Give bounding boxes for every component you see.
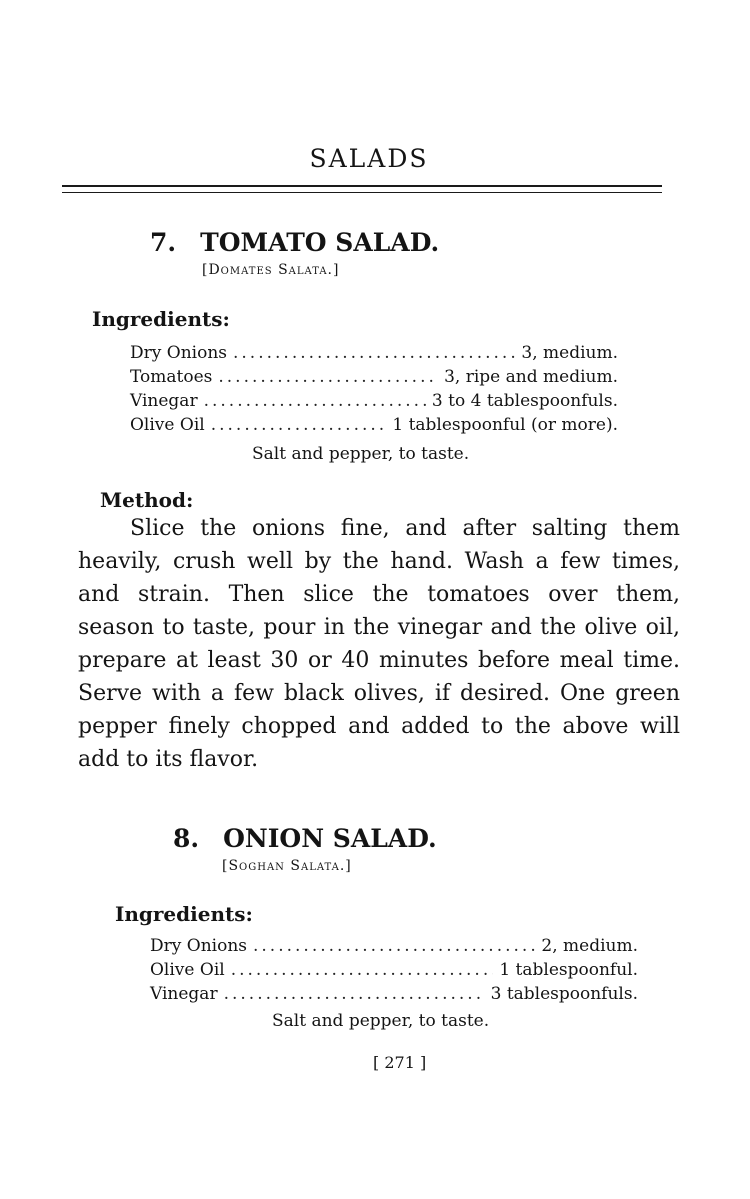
dot-leader bbox=[233, 343, 515, 363]
ingredient-name: Olive Oil bbox=[150, 960, 225, 980]
header-rule-thin bbox=[62, 192, 662, 193]
method-paragraph: Slice the onions fine, and after salting them heavily, crush well by the hand. Wash a few times, and strain. Then slice the tomatoes over them, season to taste, pour in the vinegar and the olive oil, prepare at least 30 or 40 minutes before meal time. Serve with a few black olives, if desired. One green pepper finely chopped and added to the above will add to its flavor. bbox=[78, 516, 680, 772]
recipe-subtitle: [Soghan Salata.] bbox=[222, 858, 352, 874]
ingredient-quantity: 3 tablespoonfuls. bbox=[490, 984, 638, 1004]
ingredient-quantity: 1 tablespoonful (or more). bbox=[392, 415, 618, 435]
recipe-title-onion-salad bbox=[173, 824, 437, 853]
ingredient-quantity: 3 to 4 tablespoonfuls. bbox=[431, 391, 618, 411]
header-rule-thick bbox=[62, 185, 662, 187]
dot-leader bbox=[211, 415, 387, 435]
dot-leader bbox=[224, 984, 485, 1004]
recipe-number: 7. bbox=[150, 228, 177, 257]
recipe-name: TOMATO SALAD. bbox=[200, 228, 440, 257]
ingredients-label: Ingredients: bbox=[92, 307, 230, 331]
ingredients-label: Ingredients: bbox=[115, 902, 253, 926]
ingredient-name: Vinegar bbox=[150, 984, 218, 1004]
method-label: Method: bbox=[100, 488, 194, 512]
seasoning-note: Salt and pepper, to taste. bbox=[272, 1011, 490, 1031]
dot-leader bbox=[204, 391, 426, 411]
ingredient-quantity: 1 tablespoonful. bbox=[499, 960, 638, 980]
ingredient-row bbox=[130, 415, 618, 439]
recipe-number: 8. bbox=[173, 824, 200, 853]
dot-leader bbox=[231, 960, 494, 980]
ingredient-row bbox=[130, 391, 618, 415]
ingredient-name: Vinegar bbox=[130, 391, 198, 411]
recipe-name: ONION SALAD. bbox=[223, 824, 437, 853]
ingredient-quantity: 2, medium. bbox=[541, 936, 638, 956]
ingredient-quantity: 3, ripe and medium. bbox=[444, 367, 618, 387]
ingredient-name: Dry Onions bbox=[130, 343, 227, 363]
ingredient-row bbox=[150, 984, 638, 1008]
ingredient-name: Olive Oil bbox=[130, 415, 205, 435]
ingredient-row bbox=[150, 936, 638, 960]
dot-leader bbox=[218, 367, 438, 387]
dot-leader bbox=[253, 936, 535, 956]
running-head: SALADS bbox=[309, 144, 429, 173]
ingredient-row bbox=[130, 367, 618, 391]
ingredient-row bbox=[130, 343, 618, 367]
ingredient-name: Dry Onions bbox=[150, 936, 247, 956]
ingredients-list bbox=[130, 343, 618, 439]
ingredient-name: Tomatoes bbox=[130, 367, 213, 387]
recipe-title-tomato-salad bbox=[150, 228, 439, 257]
page-number: [ 271 ] bbox=[373, 1053, 427, 1072]
seasoning-note: Salt and pepper, to taste. bbox=[252, 444, 470, 464]
ingredient-quantity: 3, medium. bbox=[521, 343, 618, 363]
ingredient-row bbox=[150, 960, 638, 984]
recipe-subtitle: [Domates Salata.] bbox=[202, 262, 340, 278]
ingredients-list bbox=[150, 936, 638, 1008]
